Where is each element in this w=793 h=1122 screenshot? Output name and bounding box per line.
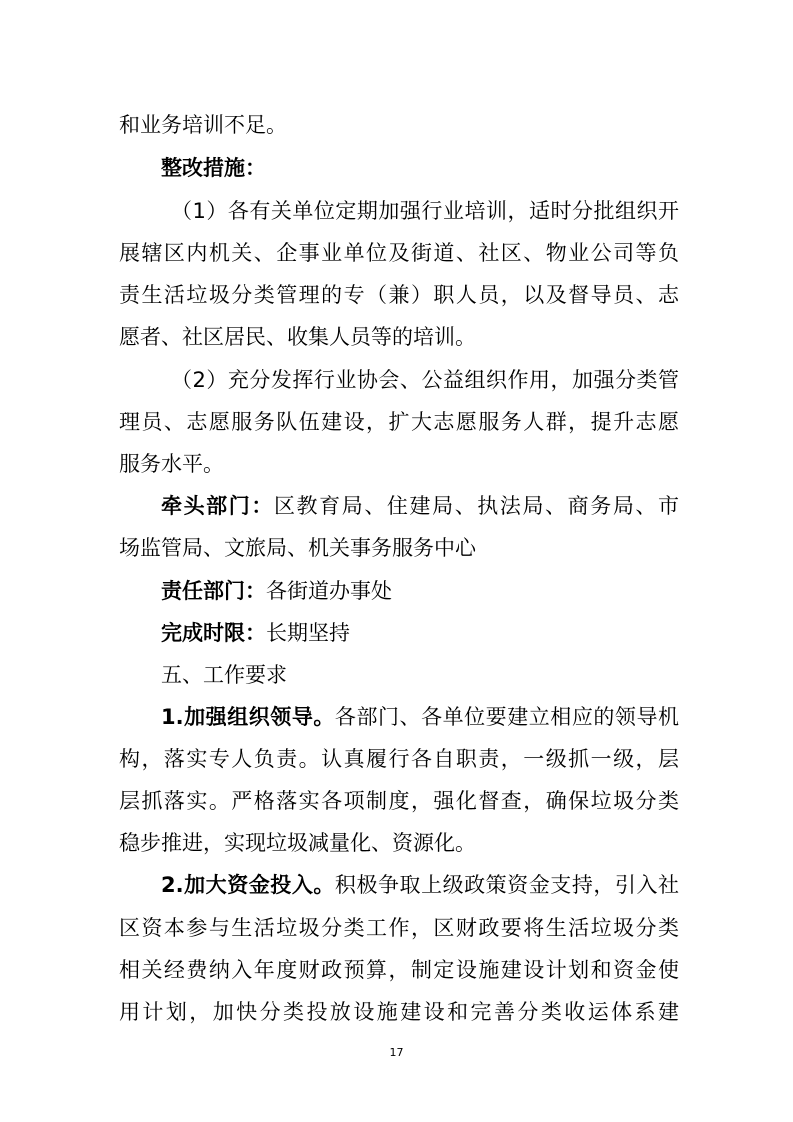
- text-line: 展辖区内机关、企事业单位及街道、社区、物业公司等负: [119, 241, 679, 265]
- text-line: 相关经费纳入年度财政预算，制定设施建设计划和资金使: [119, 958, 679, 982]
- text-line: 和业务培训不足。: [119, 113, 287, 137]
- requirement-2-line: 2.加大资金投入。积极争取上级政策资金支持，引入社: [161, 873, 679, 897]
- text-line: 责生活垃圾分类管理的专（兼）职人员，以及督导员、志: [119, 283, 679, 307]
- text-line: 场监管局、文旅局、机关事务服务中心: [119, 536, 476, 560]
- deadline-line: 完成时限：长期坚持: [161, 621, 350, 645]
- text-line: （2）充分发挥行业协会、公益组织作用，加强分类管: [171, 368, 679, 392]
- text-line: （1）各有关单位定期加强行业培训，适时分批组织开: [171, 199, 679, 223]
- text-line: 愿者、社区居民、收集人员等的培训。: [119, 325, 476, 349]
- text-line: 层抓落实。严格落实各项制度，强化督查，确保垃圾分类: [119, 789, 679, 813]
- text-line: 服务水平。: [119, 452, 224, 476]
- text-line: 理员、志愿服务队伍建设，扩大志愿服务人群，提升志愿: [119, 410, 679, 434]
- text-line: 稳步推进，实现垃圾减量化、资源化。: [119, 831, 476, 855]
- text-line: 区资本参与生活垃圾分类工作，区财政要将生活垃圾分类: [119, 916, 679, 940]
- responsible-department-line: 责任部门：各街道办事处: [161, 579, 392, 603]
- lead-department-line: 牵头部门：区教育局、住建局、执法局、商务局、市: [161, 494, 680, 518]
- requirement-1-line: 1.加强组织领导。各部门、各单位要建立相应的领导机: [161, 705, 679, 729]
- text-line: 用计划，加快分类投放设施建设和完善分类收运体系建: [119, 1000, 679, 1024]
- text-line: 构，落实专人负责。认真履行各自职责，一级抓一级，层: [119, 747, 679, 771]
- section-heading: 整改措施：: [161, 156, 266, 180]
- page-number: 17: [389, 1046, 404, 1059]
- section-title: 五、工作要求: [161, 663, 287, 687]
